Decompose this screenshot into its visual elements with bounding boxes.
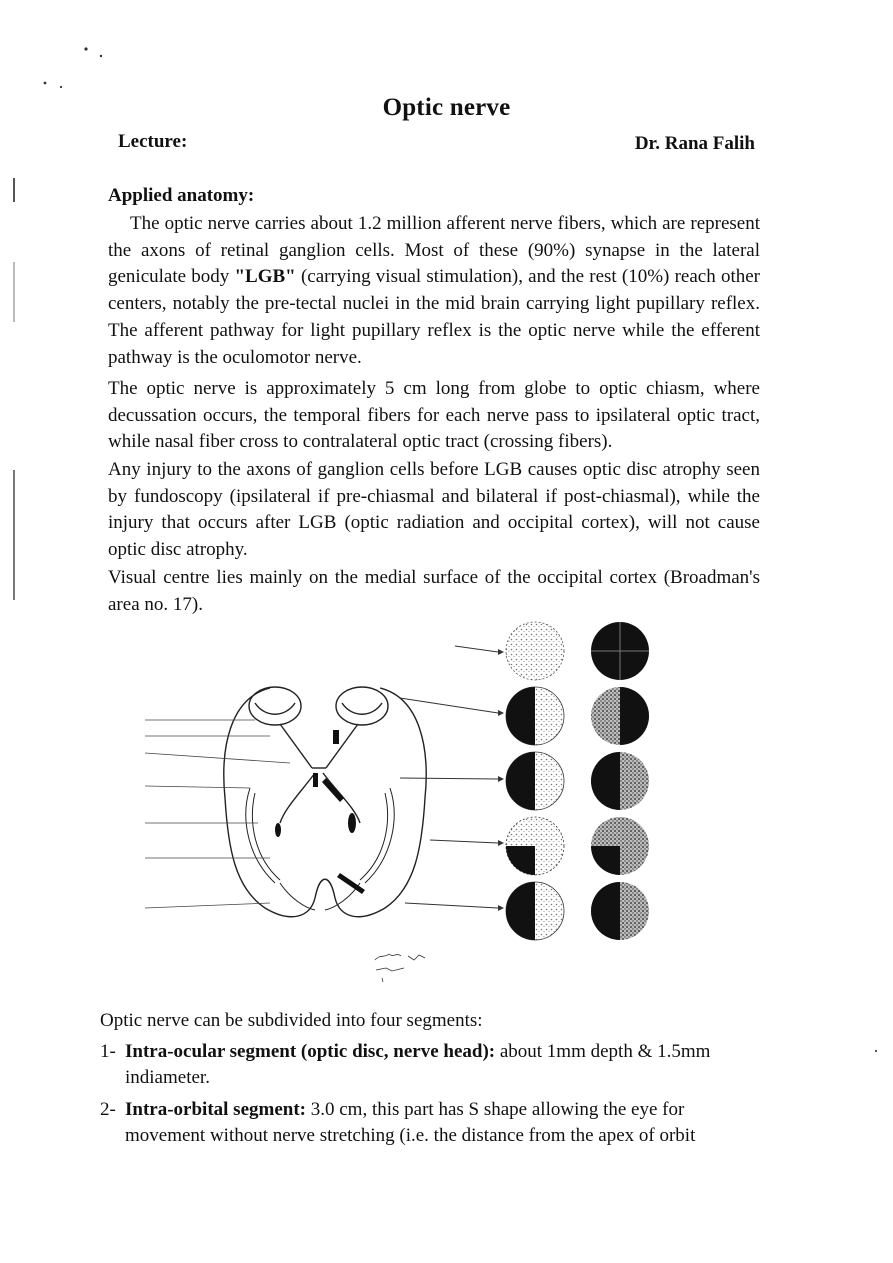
list-item-text xyxy=(125,1097,765,1149)
list-item-body: 3.0 cm, this part has S shape allowing the eye for movement without nerve stretching (i.e. the distance from the apex of orbit xyxy=(125,1099,696,1146)
list-item-number: 2- xyxy=(100,1099,116,1120)
list-item-number: 1- xyxy=(100,1041,116,1062)
page-title: Optic nerve xyxy=(382,94,511,121)
lesion-markers xyxy=(275,730,365,894)
segments-list xyxy=(100,1039,765,1155)
lecture-label: Lecture: xyxy=(118,131,188,152)
visual-field-left-column xyxy=(506,622,564,940)
handwritten-scribble xyxy=(375,954,425,982)
paragraph-3: Any injury to the axons of ganglion cells before LGB causes optic disc atrophy seen by fundoscopy (ipsilateral if pre-chiasmal and bilateral if post-chiasmal), while the injury that occurs after LGB (optic radiation and occipital cortex), will not cause optic disc atrophy. xyxy=(108,459,760,561)
segments-intro: Optic nerve can be subdivided into four segments: xyxy=(100,1010,483,1031)
scan-margin-line xyxy=(13,262,15,322)
paragraph-1-text-a: The optic nerve carries about 1.2 million afferent nerve fibers, which are represent the axons of retinal ganglion cells. Most of these (90%) synapse in the lateral geniculate body xyxy=(108,213,760,288)
label-leader-lines xyxy=(145,720,290,908)
section-heading: Applied anatomy: xyxy=(108,185,255,206)
list-item-title: Intra-orbital segment: xyxy=(125,1099,306,1120)
scan-margin-line xyxy=(13,470,15,600)
scan-margin-line xyxy=(13,178,15,202)
list-item xyxy=(100,1097,765,1149)
author-name: Dr. Rana Falih xyxy=(634,133,755,154)
paragraph-1 xyxy=(108,211,760,371)
paragraph-1-text-b: (carrying visual stimulation), and the rest (10%) reach other centers, notably the pre-tectal nuclei in the mid brain carrying light pupillary reflex. The afferent pathway for light pupillary reflex is the optic nerve while the efferent pathway is the oculomotor nerve. xyxy=(108,266,760,368)
paragraph-2: The optic nerve is approximately 5 cm long from globe to optic chiasm, where decussation occurs, the temporal fibers for each nerve pass to ipsilateral optic tract, while nasal fiber cross to contralateral optic tract (crossing fibers). xyxy=(108,378,760,453)
pointer-arrows xyxy=(400,646,498,908)
list-item-text xyxy=(125,1039,765,1091)
lgb-abbreviation: "LGB" xyxy=(234,266,296,288)
arrowheads xyxy=(498,649,504,911)
visual-field-right-column xyxy=(591,622,649,940)
visual-pathway-diagram xyxy=(130,618,670,993)
paragraph-4: Visual centre lies mainly on the medial surface of the occipital cortex (Broadman's area no. 17). xyxy=(108,567,760,615)
list-item xyxy=(100,1039,765,1091)
list-item-title: Intra-ocular segment (optic disc, nerve head): xyxy=(125,1041,496,1062)
brain-outline xyxy=(224,687,426,917)
list-item-body: about 1mm depth & 1.5mm indiameter. xyxy=(125,1041,711,1088)
